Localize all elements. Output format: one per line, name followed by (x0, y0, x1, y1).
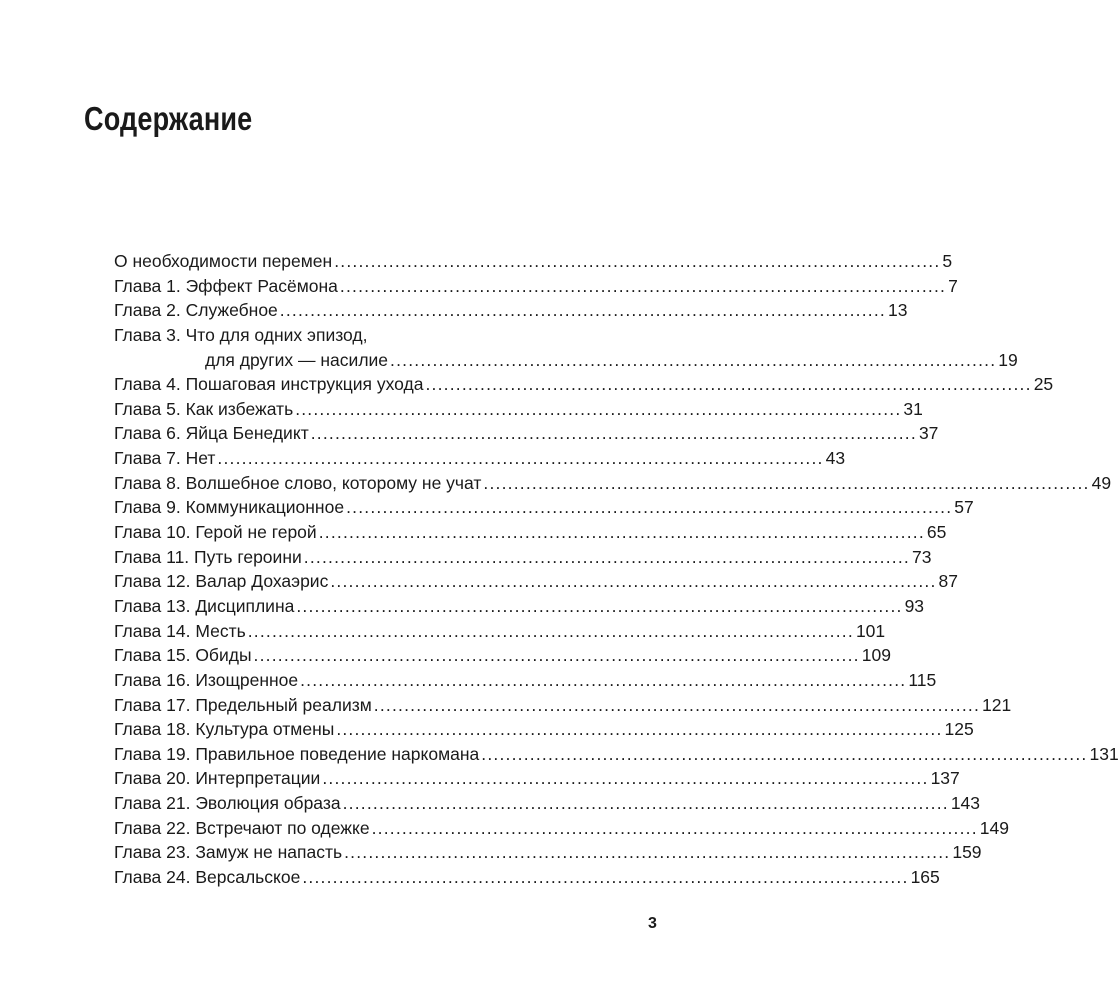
toc-entry-page: 115 (908, 669, 937, 690)
toc-entry-page: 137 (930, 768, 960, 789)
toc-entry-page: 43 (825, 448, 846, 469)
toc-entry-page: 13 (888, 300, 908, 321)
toc-dot-leader: .................................................................................................... (279, 300, 886, 321)
toc-entry-title: Глава 3. Что для одних эпизод, (114, 324, 368, 345)
toc-entry-title: Глава 2. Служебное (114, 300, 278, 321)
toc-dot-leader: .................................................................................................... (344, 842, 951, 863)
toc-entry-page: 65 (926, 522, 947, 543)
toc-entry-title: Глава 4. Пошаговая инструкция ухода (114, 374, 424, 395)
toc-entry-title: О необходимости перемен (114, 251, 333, 271)
toc-entry-page: 31 (903, 398, 923, 419)
toc-entry (114, 520, 947, 545)
toc-entry-page: 25 (1033, 374, 1054, 395)
toc-entry-title: для других — насилие (205, 349, 389, 370)
toc-dot-leader: .................................................................................................... (247, 620, 854, 641)
toc-entry-title: Глава 23. Замуж не напасть (114, 842, 343, 863)
toc-entry (114, 323, 660, 348)
toc-dot-leader: .................................................................................................... (295, 398, 902, 419)
toc-entry (114, 545, 932, 570)
page-number: 3 (648, 915, 657, 932)
toc-entry-page: 125 (944, 719, 974, 740)
toc-dot-leader: .................................................................................................... (318, 522, 925, 543)
toc-entry-page: 93 (904, 595, 925, 616)
toc-dot-leader: .................................................................................................... (253, 645, 860, 666)
toc-entry-title: Глава 7. Нет (114, 448, 216, 469)
toc-entry (114, 594, 925, 619)
toc-dot-leader: .................................................................................................... (322, 768, 929, 789)
toc-dot-leader: .................................................................................................... (330, 571, 937, 592)
toc-entry (114, 865, 940, 890)
toc-dot-leader: .................................................................................................... (302, 867, 909, 888)
toc-entry-page: 101 (855, 620, 886, 641)
toc-entry-page: 57 (954, 497, 974, 518)
toc-entry-title: Глава 20. Интерпретации (114, 768, 321, 789)
toc-entry-page: 49 (1091, 472, 1112, 493)
toc-entry-title: Глава 19. Правильное поведение наркомана (114, 743, 480, 764)
toc-entry-page: 5 (942, 251, 953, 271)
toc-entry (114, 495, 974, 520)
toc-entry-page: 19 (998, 349, 1018, 370)
toc-dot-leader: .................................................................................................... (296, 595, 903, 616)
toc-entry-title: Глава 9. Коммуникационное (114, 497, 345, 518)
toc-dot-leader: .................................................................................................... (303, 546, 910, 567)
toc-dot-leader: .................................................................................................... (425, 374, 1032, 395)
toc-entry (114, 766, 960, 791)
toc-entry-title: Глава 12. Валар Дохаэрис (114, 571, 329, 592)
toc-entry (114, 816, 1009, 841)
toc-dot-leader: .................................................................................................... (339, 275, 947, 296)
toc-entry-title: Глава 13. Дисциплина (114, 595, 295, 616)
toc-entry-page: 37 (918, 423, 939, 444)
toc-entry (114, 840, 982, 865)
toc-entry-page: 143 (950, 793, 981, 814)
toc-entry (114, 372, 1054, 397)
toc-dot-leader: .................................................................................................... (373, 694, 981, 715)
toc-entry (114, 569, 959, 594)
toc-entry-page: 165 (910, 867, 940, 888)
toc-entry-title: Глава 11. Путь героини (114, 546, 302, 567)
page-title: Содержание (84, 100, 253, 137)
toc-entry (114, 742, 1119, 767)
toc-entry-page: 7 (948, 275, 958, 296)
toc-entry-title: Глава 10. Герой не герой (114, 522, 317, 543)
toc-entry-title: Глава 6. Яйца Бенедикт (114, 423, 309, 444)
toc-entry (114, 471, 1112, 496)
toc-entry-continuation (114, 348, 1018, 373)
toc-entry (114, 643, 891, 668)
toc-dot-leader: .................................................................................................... (390, 349, 997, 370)
toc-entry-page: 131 (1089, 743, 1119, 764)
toc-dot-leader: .................................................................................................... (336, 719, 943, 740)
toc-entry (114, 619, 886, 644)
toc-dot-leader: .................................................................................................... (342, 793, 949, 814)
toc-entry-page: 109 (861, 645, 891, 666)
toc-entry-title: Глава 18. Культура отмены (114, 719, 335, 740)
toc-entry-title: Глава 21. Эволюция образа (114, 793, 341, 814)
toc-dot-leader: .................................................................................................... (481, 743, 1088, 764)
toc-entry-title: Глава 8. Волшебное слово, которому не учат (114, 472, 482, 493)
toc-entry-page: 159 (952, 842, 982, 863)
toc-entry (114, 249, 953, 274)
toc-entry-title: Глава 14. Месть (114, 620, 246, 641)
toc-dot-leader: .................................................................................................... (310, 423, 917, 444)
toc-entry-page: 121 (982, 694, 1012, 715)
toc-entry (114, 791, 981, 816)
toc-dot-leader: .................................................................................................... (483, 472, 1090, 493)
toc-entry-title: Глава 16. Изощренное (114, 669, 299, 690)
toc-dot-leader: .................................................................................................... (371, 817, 978, 838)
toc-entry (114, 717, 974, 742)
toc-entry (114, 397, 923, 422)
toc-entry-title: Глава 5. Как избежать (114, 398, 294, 419)
toc-entry-page: 73 (911, 546, 932, 567)
toc-dot-leader: .................................................................................................... (346, 497, 953, 518)
toc-entry (114, 298, 908, 323)
toc-entry (114, 274, 958, 299)
toc-entry-page: 149 (979, 817, 1009, 838)
toc-entry (114, 421, 939, 446)
toc-entry-page: 87 (938, 571, 959, 592)
toc-entry-title: Глава 15. Обиды (114, 645, 252, 666)
toc-dot-leader: .................................................................................................... (217, 448, 824, 469)
toc-entry-title: Глава 1. Эффект Расёмона (114, 275, 338, 296)
toc-entry-title: Глава 24. Версальское (114, 867, 301, 888)
toc-entry-title: Глава 17. Предельный реализм (114, 694, 372, 715)
toc-dot-leader: .................................................................................................... (334, 251, 941, 271)
table-of-contents (114, 249, 1119, 890)
toc-entry (114, 668, 937, 693)
toc-entry-title: Глава 22. Встречают по одежке (114, 817, 370, 838)
toc-dot-leader: .................................................................................................... (300, 669, 907, 690)
toc-entry (114, 446, 846, 471)
toc-entry (114, 693, 1012, 718)
